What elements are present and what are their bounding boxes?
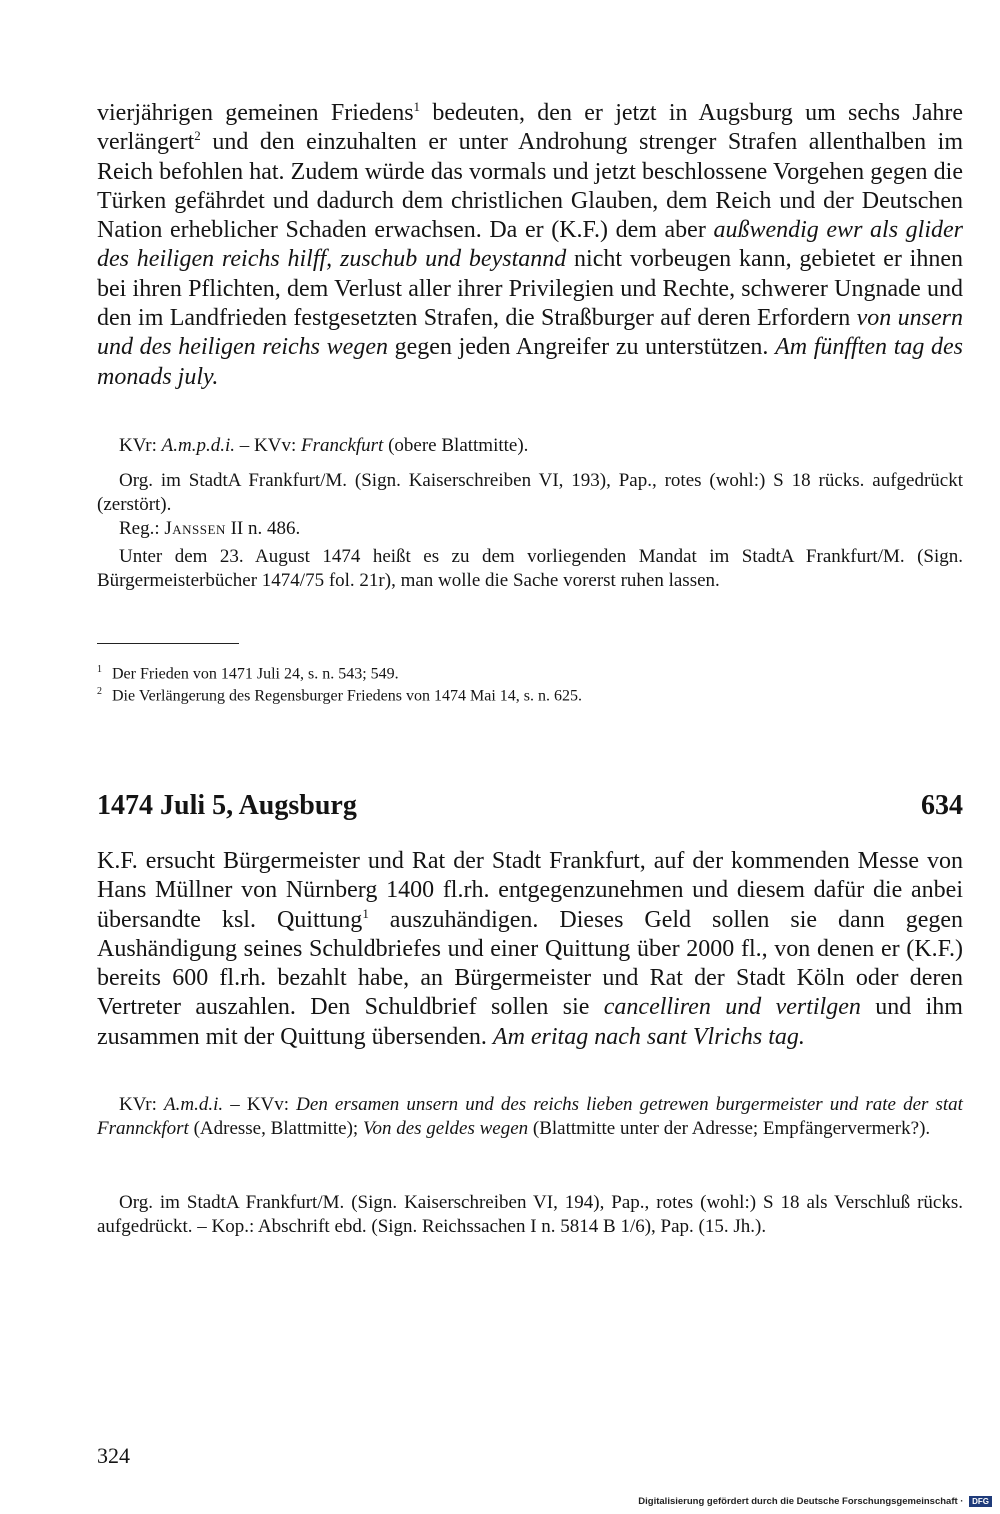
footnote-2 [97,681,963,707]
entry-heading [97,790,963,826]
text-span: gegen jeden Angreifer zu unterstützen. [387,334,776,361]
text-span: und ihm zusammen mit der Quittung übersenden. [97,994,963,1050]
footnote-ref-1[interactable]: 1 [362,905,369,921]
footnote-mark: 1 [97,664,102,675]
date-italic: Am eritag nach sant Vlrichs tag. [492,1023,805,1050]
quote-italic: cancelliren und vertilgen [603,994,861,1021]
footnote-text: Die Verlängerung des Regensburger Friedens von 1474 Mai 14, s. n. 625. [112,687,582,705]
text-span: vierjährigen gemeinen Friedens [97,100,414,126]
entry1-org-note: Org. im StadtA Frankfurt/M. (Sign. Kaiserschreiben VI, 193), Pap., rotes (wohl:) S 18 rücks. aufgedrückt (zerstört). [97,470,963,515]
text-span: – KVv: [223,1094,297,1115]
text-span: (obere Blattmitte). [383,435,529,456]
quote-italic: von unsern und des heiligen reichs wegen [97,305,964,361]
text-span: (Blattmitte unter der Adresse; Empfängervermerk?). [528,1117,931,1139]
text-span: nicht vorbeugen kann, gebietet er ihnen bei ihren Pflichten, dem Verlust aller ihrer Privilegien und Rechte, schwerer Ungnade und den im Landfrieden festgesetzten Strafen, die Straßburger auf deren Erfordern [97,246,963,332]
footnote-text: Der Frieden von 1471 Juli 24, s. n. 543; 549. [112,665,399,683]
footnote-divider [97,643,239,644]
entry2-org-note: Org. im StadtA Frankfurt/M. (Sign. Kaiserschreiben VI, 194), Pap., rotes (wohl:) S 18 als Verschluß rücks. aufgedrückt. – Kop.: Abschrift ebd. (Sign. Reichssachen I n. 5814 B 1/6), Pap. (15. Jh.). [97,1192,963,1237]
entry-number: 634 [921,790,963,821]
text-span: und den einzuhalten er unter Androhung strenger Strafen allenthalben im Reich befohlen hat. Zudem würde das vormals und jetzt beschlossene Vorgehen gegen die Türken gefährdet und dadurch dem christlichen Glauben, dem Reich und der Deutschen Nation erheblicher Schaden erwachsen. Da er (K.F.) dem aber [97,129,963,244]
date-italic: Am fünfften tag des monads july. [97,334,964,390]
entry2-kv-note [97,1093,963,1140]
credit-text: Digitalisierung gefördert durch die Deutsche Forschungsgemeinschaft [638,1496,958,1508]
entry1-reg-note [97,517,963,541]
footnote-mark: 2 [97,686,102,697]
kv-address: Den ersamen unsern und des reichs lieben getrewen burgermeister und rate der stat Frannckfort [97,1094,963,1139]
text-span: – KVv: [235,435,302,456]
page-number: 324 [97,1443,130,1468]
text-span: auszuhändigen. Dieses Geld sollen sie dann gegen Aushändigung seines Schuldbriefes und einer Quittung über 2000 fl., von denen er (K.F.) bereits 600 fl.rh. bezahlt habe, an Bürgermeister und Rat der Stadt Köln oder deren Vertreter auszahlen. Den Schuldbrief sollen sie [97,906,963,1021]
entry1-kv-note [97,434,963,458]
kv-abbrev: A.m.d.i. [164,1094,224,1115]
text-span: KVr: [119,1094,165,1115]
entry2-paragraph [97,847,963,1052]
kv-abbrev: A.m.p.d.i. [161,435,236,456]
kv-address: Franckfurt [301,435,384,456]
dfg-logo-icon: DFG [969,1496,992,1507]
entry-date-place: 1474 Juli 5, Augsburg [97,790,357,821]
footnote-ref-1[interactable]: 1 [413,99,421,114]
entry1-unter-note: Unter dem 23. August 1474 heißt es zu dem vorliegenden Mandat im StadtA Frankfurt/M. (Sign. Bürgermeisterbücher 1474/75 fol. 21r), man wolle die Sache vorerst ruhen lassen. [97,546,963,591]
footnote-ref-2[interactable]: 2 [194,128,201,144]
top-paragraph [97,99,963,392]
text-span: (Adresse, Blattmitte); [188,1117,363,1139]
text-span: II n. 486. [225,518,301,539]
text-span: Reg.: [119,518,165,539]
text-span: KVr: [119,435,162,456]
text-span: K.F. ersucht Bürgermeister und Rat der Stadt Frankfurt, auf der kommenden Messe von Hans Müllner von Nürnberg 1400 fl.rh. entgegenzunehmen und diesem dafür die anbei übersandte ksl. Quittung [97,848,963,933]
digitization-credit: Digitalisierung gefördert durch die Deutsche Forschungsgemeinschaft · DFG [638,1496,992,1507]
author-smallcaps: Janssen [164,518,226,539]
kv-note-italic: Von des geldes wegen [362,1117,529,1139]
text-span: bedeuten, den er jetzt in Augsburg um sechs Jahre verlängert [97,100,964,156]
quote-italic: außwendig ewr als glider des heiligen reichs hilff, zuschub und beystannd [97,217,963,273]
